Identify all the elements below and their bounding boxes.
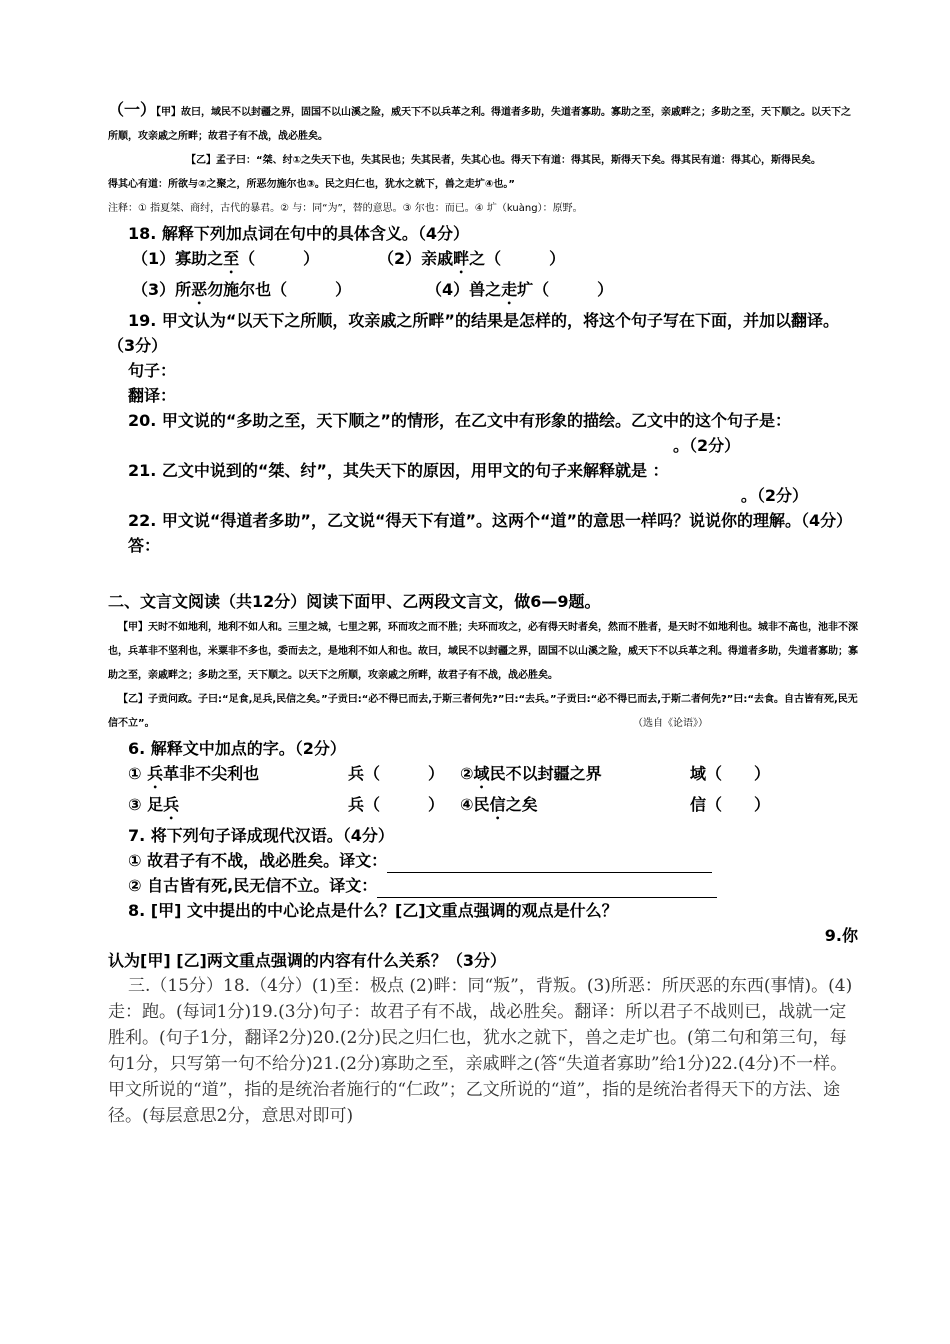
q6-word-d: 信（ ） bbox=[690, 795, 771, 814]
answer-key: 三.（15分）18.（4分）(1)至：极点 (2)畔：同“叛”，背叛。(3)所恶：所厌恶的东西(事情)。(4)走：跑。(每词1分)19.(3分)句子：故君子有不战，战必胜矣。翻译：所以君子不战则已，战就一定胜利。(句子1分，翻译2分)20.(2分)民之归仁也，犹水之就下，兽之走圹也。(第二句和第三句，每句1分，只写第一句不给分)21.(2分)寡助之至，亲戚畔之(答“失道者寡助”给1分)22.(4分)不一样。甲文所说的“道”，指的是统治者施行的“仁政”；乙文所说的“道”，指的是统治者得天下的方法、途径。(每层意思2分，意思对即可) bbox=[108, 976, 853, 1126]
q6-word-a: 兵（ ） bbox=[348, 764, 445, 783]
q19-stem: 19. 甲文认为“以天下之所顺，攻亲戚之所畔”的结果是怎样的，将这个句子写在下面，并加以翻译。（3分） bbox=[108, 311, 839, 355]
q21-tail: 。（2分） bbox=[740, 486, 808, 505]
part-label: （一） bbox=[108, 100, 157, 119]
section-2-title: 二、文言文阅读（共12分）阅读下面甲、乙两段文言文，做6—9题。 bbox=[108, 592, 601, 611]
passage-2-jia: 【甲】天时不如地利，地利不如人和。三里之城，七里之郭，环而攻之而不胜；夫环而攻之，必有得天时者矣，然而不胜者，是天时不如地利也。城非不高也，池非不深也，兵革非不坚利也，米粟非不多也，委而去之，是地利不如人和也。故曰，域民不以封疆之界，固国不以山溪之险，威天下不以兵革之利。得道者多助，失道者寡助；寡助之至，亲戚畔之；多助之至，天下顺之。以天下之所顺，攻亲戚之所畔，故君子有不战，战必胜矣。 bbox=[108, 622, 858, 681]
q21-stem: 21. 乙文中说到的“桀、纣”，其失天下的原因，用甲文的句子来解释就是 ： bbox=[128, 461, 669, 480]
q22-stem: 22. 甲文说“得道者多助”，乙文说“得天下有道”。这两个“道”的意思一样吗？说说你的理解。（4分） bbox=[128, 511, 853, 530]
passage-2-yi: 【乙】子贡问政。子曰:“足食,足兵,民信之矣。”子贡曰:“必不得已而去,于斯三者何先?”曰:“去兵。”子贡曰:“必不得已而去,于斯二者何先?”曰:“去食。自古皆有死,民无信不立”。 bbox=[108, 694, 858, 729]
q6-item-b: ②域民不以封疆之界 bbox=[460, 764, 602, 783]
q18-item2: （2）亲戚畔之（ ） bbox=[378, 249, 566, 268]
q7-b-blank[interactable] bbox=[377, 881, 717, 898]
q7-item-a: ① 故君子有不战，战必胜矣。译文： bbox=[108, 848, 858, 873]
q18-row1 bbox=[108, 246, 858, 277]
q6-row2 bbox=[108, 792, 858, 823]
q18-item4: （4）兽之走圹（ ） bbox=[426, 280, 614, 299]
q22-answer-label: 答： bbox=[128, 536, 161, 555]
passage-jia-text: 【甲】故曰，域民不以封疆之界，固国不以山溪之险，威天下不以兵革之利。得道者多助，失道者寡助。寡助之至，亲戚畔之；多助之至，天下顺之。以天下之所顺，攻亲戚之所畔；故君子有不战，战必胜矣。 bbox=[108, 107, 852, 142]
passage-2-source: （选自《论语》） bbox=[633, 718, 708, 729]
document-page bbox=[108, 98, 858, 1129]
q18-item3: （3）所恶勿施尔也（ ） bbox=[132, 280, 352, 299]
q19-translation-label: 翻译： bbox=[128, 386, 177, 405]
q8-stem: 8. [甲] 文中提出的中心论点是什么？[乙]文重点强调的观点是什么？ bbox=[128, 901, 618, 920]
q9-stem: 认为[甲] [乙]两文重点强调的内容有什么关系？（3分） bbox=[108, 951, 506, 970]
q6-word-b: 域（ ） bbox=[690, 764, 771, 783]
passage-1-yi-line2: 得其心有道：所欲与②之聚之，所恶勿施尔也③。民之归仁也，犹水之就下，兽之走圹④也。” bbox=[108, 179, 515, 190]
q6-stem: 6. 解释文中加点的字。（2分） bbox=[128, 739, 346, 758]
passage-1-yi-line1: 【乙】孟子曰：“桀、纣①之失天下也，失其民也；失其民者，失其心也。得天下有道：得其民，斯得天下矣。得其民有道：得其心，斯得民矣。 bbox=[186, 155, 822, 166]
q6-word-c: 兵（ ） bbox=[348, 795, 445, 814]
passage-1-jia bbox=[108, 98, 858, 149]
passage-1-notes: 注释：① 指夏桀、商纣，古代的暴君。② 与：同“为”，替的意思。③ 尔也：而已。④ 圹（kuàng）：原野。 bbox=[108, 203, 583, 214]
q6-item-d: ④民信之矣 bbox=[460, 795, 538, 814]
q6-item-a: ① 兵革非不尖利也 bbox=[128, 764, 260, 783]
q7-item-b: ② 自古皆有死,民无信不立。译文： bbox=[108, 873, 858, 898]
q7-stem: 7. 将下列句子译成现代汉语。（4分） bbox=[128, 826, 394, 845]
q18-stem: 18. 解释下列加点词在句中的具体含义。（4分） bbox=[128, 224, 470, 243]
q18-item1: （1）寡助之至（ ） bbox=[132, 249, 320, 268]
q6-row1 bbox=[108, 761, 858, 792]
q18-row2 bbox=[108, 277, 858, 308]
q6-item-c: ③ 足兵 bbox=[128, 795, 180, 814]
q9-number: 9.你 bbox=[824, 926, 858, 945]
q20-stem: 20. 甲文说的“多助之至，天下顺之”的情形，在乙文中有形象的描绘。乙文中的这个句子是：。（2分） bbox=[128, 411, 791, 455]
q19-sentence-label: 句子： bbox=[128, 361, 177, 380]
q7-a-blank[interactable] bbox=[387, 856, 712, 873]
